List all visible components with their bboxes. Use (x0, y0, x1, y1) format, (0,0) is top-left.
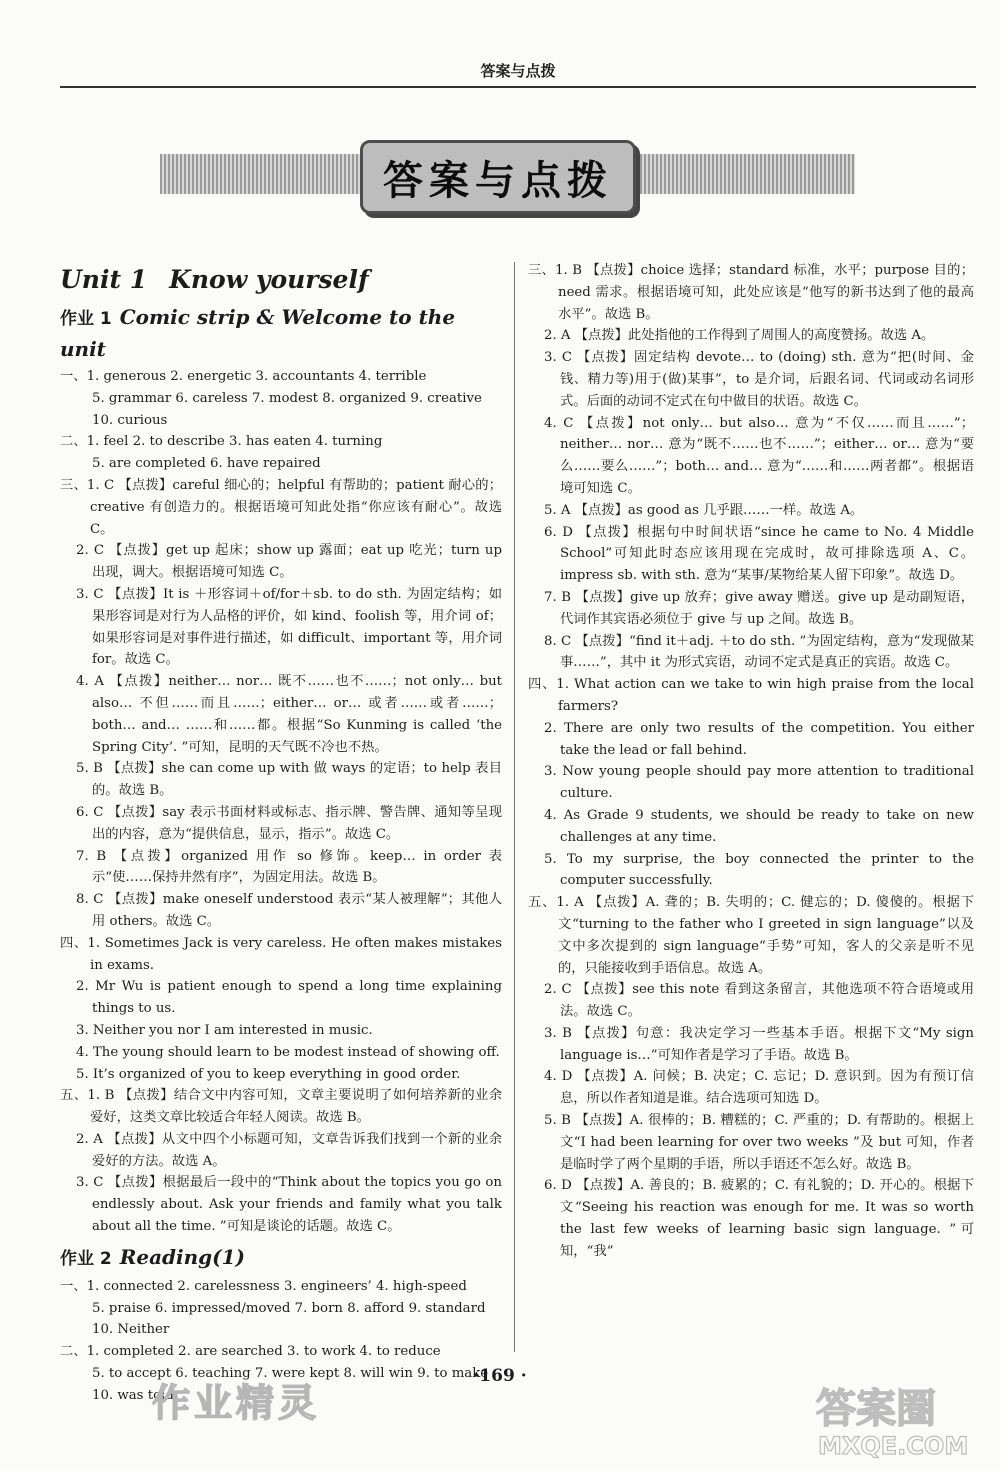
answer-item: 5. A 【点拨】as good as 几乎跟……一样。故选 A。 (544, 502, 864, 518)
answer-line: 5. grammar 6. careless 7. modest 8. organized 9. creative (92, 390, 482, 406)
answer-item: 2. A 【点拨】此处指他的工作得到了周围人的高度赞扬。故选 A。 (544, 328, 935, 344)
left-column (60, 260, 502, 1407)
unit-title: Know yourself (169, 265, 369, 294)
answer-item: 4. The young should learn to be modest instead of showing off. (76, 1044, 500, 1060)
answer-item: 5. B 【点拨】A. 很棒的；B. 糟糕的；C. 严重的；D. 有帮助的。根据上文“I had been learning for over two weeks ”及 but 可知，作者是临时学了两个星期的手语，所以手语还不怎么好。故选 B。 (544, 1113, 974, 1172)
answer-item: 3. Neither you nor I am interested in music. (76, 1022, 373, 1038)
answer-line: 10. curious (92, 412, 168, 428)
answer-item: 7. B 【点拨】give up 放弃；give away 赠送。give up 是动副短语，代词作其宾语必须位于 give 与 up 之间。故选 B。 (544, 589, 974, 627)
watermark-logo (810, 1380, 980, 1460)
answer-item: 2. C 【点拨】see this note 看到这条留言，其他选项不符合语境或用法。故选 C。 (544, 982, 974, 1020)
answer-item: 2. There are only two results of the competition. You either take the lead or fall behind. (544, 720, 974, 758)
answer-item: 5. To my surprise, the boy connected the printer to the computer successfully. (544, 851, 974, 889)
answer-item: 四、1. What action can we take to win high praise from the local farmers? (528, 677, 974, 714)
answer-item: 4. A 【点拨】neither… nor… 既不……也不……；not only… but also… 不但……而且……；either… or… 或者……或者……；both… and… ……和……都。根据“So Kunming is called ‘the Spring City’. ”可知，昆明的天气既不冷也不热。 (76, 674, 502, 755)
answer-item: 4. C 【点拨】not only… but also… 意为“不仅……而且……”；neither… nor… 意为“既不……也不……”；either… or… 意为“要么……要么……”；both… and… 意为“……和……两者都”。根据语境可知选 C。 (544, 415, 974, 496)
answer-item: 3. B 【点拨】句意：我决定学习一些基本手语。根据下文“My sign language is…”可知作者是学习了手语。故选 B。 (544, 1025, 974, 1063)
answer-item: 6. D 【点拨】根据句中时间状语“since he came to No. 4 Middle School”可知此时态应该用现在完成时，故可排除选项 A、C。impress sb. with sth. 意为“某事/某物给某人留下印象”。故选 D。 (544, 524, 974, 584)
answer-item: 4. As Grade 9 students, we should be ready to take on new challenges at any time. (544, 807, 974, 845)
answer-item: 6. C 【点拨】say 表示书面材料或标志、指示牌、警告牌、通知等呈现出的内容，意为“提供信息，显示，指示”。故选 C。 (76, 804, 502, 842)
answer-item: 2. Mr Wu is patient enough to spend a long time explaining things to us. (76, 979, 502, 1017)
banner-title: 答案与点拨 (360, 140, 636, 214)
answer-item: 五、1. B 【点拨】结合文中内容可知，文章主要说明了如何培养新的业余爱好，这类文章比较适合年轻人阅读。故选 B。 (60, 1088, 502, 1126)
answer-item: 3. C 【点拨】固定结构 devote… to (doing) sth. 意为“把(时间、金钱、精力等)用于(做)某事”，to 是介词，后跟名词、代词或动名词形式。后面的动词不定式在句中做目的状语。故选 C。 (544, 350, 974, 409)
answer-item: 7. B 【点拨】organized 用作 so 修饰。keep… in order 表示“使……保持井然有序”，为固定用法。故选 B。 (76, 848, 502, 886)
watermark-left: 作业精灵 (152, 1381, 321, 1425)
running-header (60, 58, 976, 88)
page-number: ·169 · (473, 1366, 527, 1386)
title-banner (160, 140, 855, 208)
answer-item: 3. Now young people should pay more attention to traditional culture. (544, 764, 974, 802)
answer-item: 3. C 【点拨】It is ＋形容词＋of/for＋sb. to do sth. 为固定结构；如果形容词是对行为人品格的评价，如 kind、foolish 等，用介词 of；如果形容词是对事件进行描述，如 difficult、important 等，用介词 for。故选 C。 (76, 586, 502, 668)
answer-line: 一、1. generous 2. energetic 3. accountants 4. terrible (60, 369, 427, 384)
answer-line: 二、1. completed 2. are searched 3. to work 4. to reduce (60, 1344, 441, 1360)
homework-title: Comic strip & Welcome to the unit (60, 305, 456, 361)
answer-item: 6. D 【点拨】A. 善良的；B. 疲累的；C. 有礼貌的；D. 开心的。根据下文“Seeing his reaction was enough for me. It was so worth the last few weeks of learning basic sign language. ”可知，“我” (544, 1178, 974, 1259)
answer-item: 3. C 【点拨】根据最后一段中的“Think about the topics you go on endlessly about. Ask your friends and family what you talk about all the time. ”可知是谈论的话题。故选 C。 (76, 1175, 502, 1235)
answer-line: 二、1. feel 2. to describe 3. has eaten 4. turning (60, 434, 383, 450)
answer-item: 2. C 【点拨】get up 起床；show up 露面；eat up 吃光；turn up 出现，调大。根据语境可知选 C。 (76, 543, 502, 581)
answer-line: 10. was told (92, 1387, 174, 1403)
answer-line: 一、1. connected 2. carelessness 3. engineers’ 4. high-speed (60, 1278, 467, 1294)
column-divider (514, 262, 515, 1352)
running-title: 答案与点拨 (480, 62, 556, 80)
answer-line: 5. praise 6. impressed/moved 7. born 8. afford 9. standard (92, 1300, 486, 1316)
answer-item: 三、1. B 【点拨】choice 选择；standard 标准，水平；purpose 目的；need 需求。根据语境可知，此处应该是“他写的新书达到了他的最高水平”。故选 B。 (528, 263, 974, 322)
watermark-url: MXQE.COM (818, 1432, 969, 1460)
answer-item: 4. D 【点拨】A. 问候；B. 决定；C. 忘记；D. 意识到。因为有预订信息，所以作者知道是谁。结合选项可知选 D。 (544, 1069, 974, 1107)
watermark-logo-text: 答案圈 (816, 1386, 936, 1432)
answer-item: 四、1. Sometimes Jack is very careless. He often makes mistakes in exams. (60, 935, 502, 973)
unit-number: Unit 1 (60, 265, 148, 294)
answer-item: 8. C 【点拨】make oneself understood 表示“某人被理解”；其他人用 others。故选 C。 (76, 892, 502, 929)
answer-item: 5. B 【点拨】she can come up with 做 ways 的定语；to help 表目的。故选 B。 (76, 761, 502, 799)
answer-item: 三、1. C 【点拨】careful 细心的；helpful 有帮助的；patient 耐心的；creative 有创造力的。根据语境可知此处指“你应该有耐心”。故选 C。 (60, 477, 502, 537)
answer-line: 5. are completed 6. have repaired (92, 456, 321, 472)
right-column (528, 260, 974, 1263)
answer-item: 5. It’s organized of you to keep everything in good order. (76, 1066, 461, 1082)
answer-item: 五、1. A 【点拨】A. 聋的；B. 失明的；C. 健忘的；D. 傻傻的。根据下文“turning to the father who I greeted in sign language”以及文中多次提到的 sign language“手势”可知，客人的父亲是听不见的，只能接收到手语信息。故选 A。 (528, 895, 974, 976)
homework-heading (60, 1242, 502, 1274)
answer-line: 10. Neither (92, 1322, 170, 1338)
homework-heading (60, 302, 502, 364)
homework-label: 作业 2 (60, 1248, 112, 1269)
answer-item: 2. A 【点拨】从文中四个小标题可知，文章告诉我们找到一个新的业余爱好的方法。故选 A。 (76, 1131, 502, 1169)
homework-label: 作业 1 (60, 309, 112, 329)
homework-title: Reading(1) (119, 1244, 246, 1269)
answer-line: 5. to accept 6. teaching 7. were kept 8. will win 9. to make (92, 1366, 489, 1382)
answer-item: 8. C 【点拨】“find it＋adj. ＋to do sth. ”为固定结构，意为“发现做某事……”，其中 it 为形式宾语，动词不定式是真正的宾语。故选 C。 (544, 633, 974, 671)
unit-heading (60, 262, 502, 298)
